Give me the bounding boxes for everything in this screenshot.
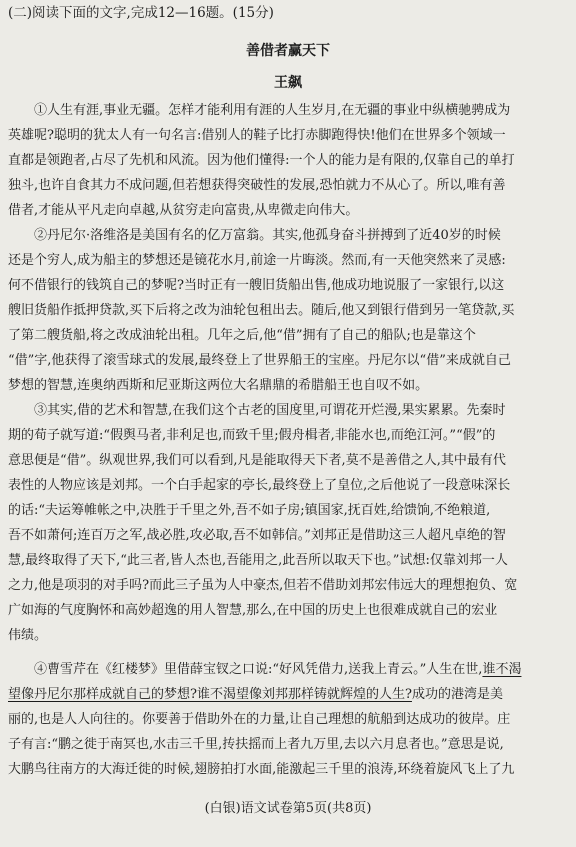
paragraph-line: 独斗,也许自食其力不成问题,但若想获得突破性的发展,恐怕就力不从心了。所以,唯有善 [8,178,506,193]
paragraph-line: 何不借银行的钱筑自己的梦呢?当时正有一艘旧货船出售,他成功地说服了一家银行,以这 [8,278,505,293]
paragraph-line [8,685,568,705]
paragraph-line: ①人生有涯,事业无疆。怎样才能利用有涯的人生岁月,在无疆的事业中纵横驰骋成为 [34,103,511,118]
paragraph-line: 伟绩。 [8,628,48,643]
paragraph-line: 吾不如萧何;连百万之军,战必胜,攻必取,吾不如韩信。”刘邦正是借助这三人超凡卓绝的智 [8,528,506,543]
paragraph-line: 期的荀子就写道:“假舆马者,非利足也,而致千里;假舟楫者,非能水也,而绝江河。”“假”的 [8,428,496,443]
paragraph-line: 了第二艘货船,将之改成油轮出租。几年之后,他“借”拥有了自己的船队;也是靠这个 [8,328,476,343]
paragraph-line: 丽的,也是人人向往的。你要善于借助外在的力量,让自己理想的航船到达成功的彼岸。庄 [8,712,511,727]
paragraph-line: 的话:“夫运筹帷帐之中,决胜于千里之外,吾不如子房;镇国家,抚百姓,给馈饷,不绝粮道, [8,503,491,518]
underlined-text: 谁不渴 [482,662,522,677]
paragraph-line: 英雄呢?聪明的犹太人有一句名言:借别人的鞋子比打赤脚跑得快!他们在世界多个领域一 [8,128,506,143]
underlined-text: 望像丹尼尔那样成就自己的梦想?谁不渴望像刘邦那样铸就辉煌的人生? [8,687,412,702]
paragraph-line: 大鹏鸟往南方的大海迁徙的时候,翅膀拍打水面,能激起三千里的浪涛,环绕着旋风飞上了九 [8,762,515,777]
paragraph-line: 意思便是“借”。纵观世界,我们可以看到,凡是能取得天下者,莫不是善借之人,其中最有代 [8,453,506,468]
paragraph-line: “借”字,他获得了滚雪球式的发展,最终登上了世界船王的宝座。丹尼尔以“借”来成就自己 [8,353,511,368]
paragraph-line: 还是个穷人,成为船主的梦想还是镜花水月,前途一片晦淡。然而,有一天他突然来了灵感: [8,253,506,268]
paragraph-line: 艘旧货船作抵押贷款,买下后将之改为油轮包租出去。随后,他又到银行借到另一笔贷款,买 [8,303,515,318]
article-title: 善借者赢天下 [246,43,330,59]
paragraph-line: 直都是领跑者,占尽了先机和风流。因为他们懂得:一个人的能力是有限的,仅靠自己的单打 [8,153,515,168]
paragraph-line: 子有言:“鹏之徙于南冥也,水击三千里,抟扶摇而上者九万里,去以六月息者也。”意思是说, [8,737,504,752]
paragraph-line: 梦想的智慧,连奥纳西斯和尼亚斯这两位大名鼎鼎的希腊船王也自叹不如。 [8,378,429,393]
paragraph-line: 表性的人物应该是刘邦。一个白手起家的亭长,最终登上了皇位,之后他说了一段意味深长 [8,478,511,493]
paragraph-line: 广如海的气度胸怀和高妙超逸的用人智慧,那么,在中国的历史上也很难成就自己的宏业 [8,603,498,618]
paragraph-text: 成功的港湾是美 [411,687,503,702]
paragraph-line: 慧,最终取得了天下,“此三者,皆人杰也,吾能用之,此吾所以取天下也。”试想:仅靠刘邦一人 [8,553,508,568]
section-heading: (二)阅读下面的文字,完成12—16题。(15分) [8,5,274,21]
paragraph-line: 借者,才能从平凡走向卓越,从贫穷走向富贵,从卑微走向伟大。 [8,203,359,218]
paragraph-line: ③其实,借的艺术和智慧,在我们这个古老的国度里,可谓花开烂漫,果实累累。先秦时 [34,403,506,418]
page-footer: (白银)语文试卷第5页(共8页) [204,801,372,816]
article-author: 王飙 [274,75,302,91]
paragraph-text: ④曹雪芹在《红楼梦》里借薛宝钗之口说:“好风凭借力,送我上青云。”人生在世, [34,662,483,677]
paragraph-line [8,660,568,680]
paragraph-line: ②丹尼尔·洛维洛是美国有名的亿万富翁。其实,他孤身奋斗拼搏到了近40岁的时候 [34,228,501,243]
paragraph-line: 之力,他是项羽的对手吗?而此三子虽为人中豪杰,但若不借助刘邦宏伟远大的理想抱负、宽 [8,578,518,593]
